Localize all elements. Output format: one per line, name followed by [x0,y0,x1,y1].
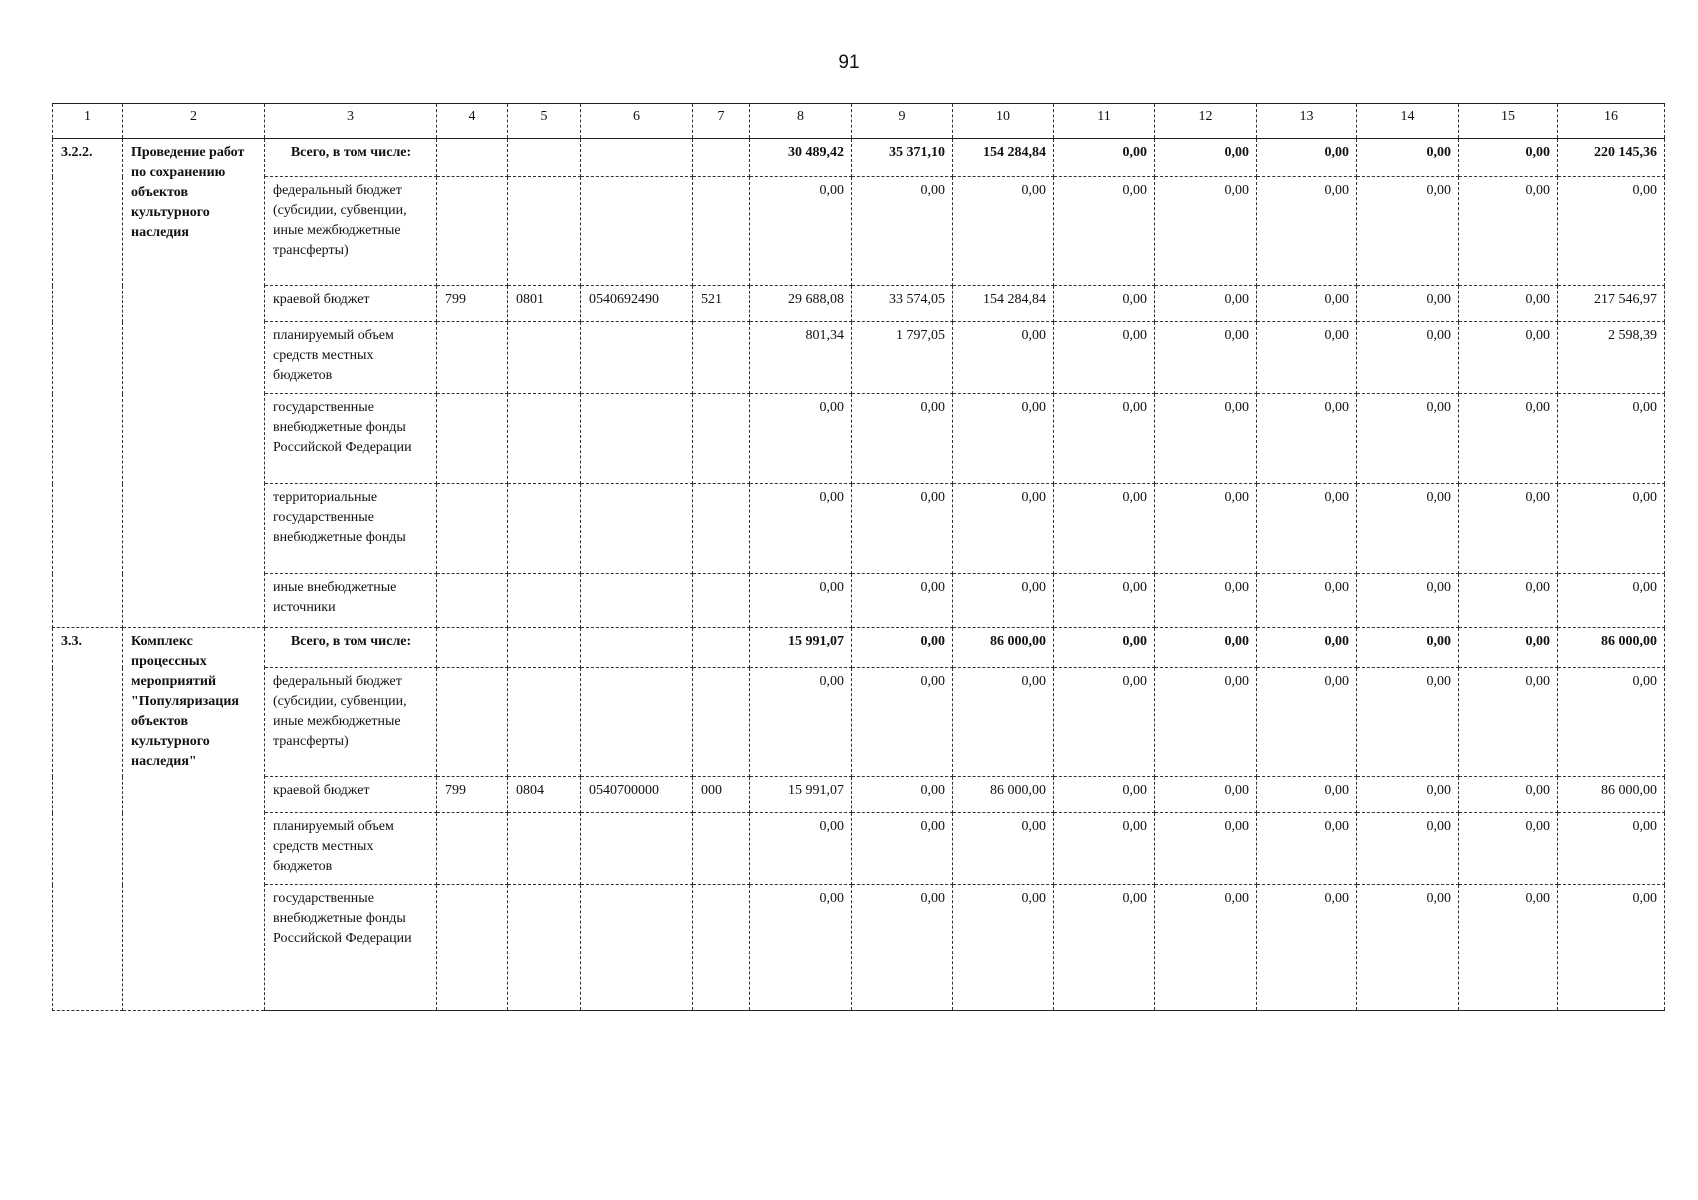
amount-cell: 0,00 [1459,139,1558,177]
amount-cell: 0,00 [1558,885,1665,1011]
table-row [53,177,1665,286]
amount-cell: 0,00 [750,574,852,628]
funding-source: территориальные государственные внебюджетные фонды [265,484,437,574]
amount-cell: 0,00 [1558,668,1665,777]
amount-cell: 0,00 [750,668,852,777]
budget-code-cell [581,628,693,668]
funding-source: краевой бюджет [265,286,437,322]
amount-cell: 0,00 [1357,177,1459,286]
amount-cell: 0,00 [1155,484,1257,574]
table-row [53,322,1665,394]
amount-cell: 0,00 [1155,286,1257,322]
column-number: 5 [508,104,581,139]
budget-code-cell [508,813,581,885]
column-number: 1 [53,104,123,139]
amount-cell: 0,00 [1155,813,1257,885]
total-row [53,139,1665,177]
column-number: 15 [1459,104,1558,139]
column-number: 14 [1357,104,1459,139]
budget-code-cell: 0801 [508,286,581,322]
amount-cell: 0,00 [1054,484,1155,574]
amount-cell: 0,00 [953,484,1054,574]
amount-cell: 0,00 [1257,394,1357,484]
amount-cell: 0,00 [1357,574,1459,628]
amount-cell: 30 489,42 [750,139,852,177]
table-row [53,394,1665,484]
budget-code-cell [508,885,581,1011]
budget-code-cell [437,139,508,177]
budget-code-cell: 0540692490 [581,286,693,322]
column-number: 7 [693,104,750,139]
amount-cell: 0,00 [1459,628,1558,668]
budget-code-cell [693,322,750,394]
amount-cell: 0,00 [1357,668,1459,777]
amount-cell: 86 000,00 [1558,777,1665,813]
column-number: 2 [123,104,265,139]
amount-cell: 0,00 [1054,177,1155,286]
amount-cell: 0,00 [750,885,852,1011]
amount-cell: 0,00 [1155,777,1257,813]
item-code: 3.3. [53,628,123,1011]
column-number: 10 [953,104,1054,139]
amount-cell: 0,00 [1257,484,1357,574]
amount-cell: 86 000,00 [1558,628,1665,668]
amount-cell: 0,00 [953,885,1054,1011]
amount-cell: 0,00 [1558,484,1665,574]
amount-cell: 0,00 [1257,177,1357,286]
item-name: Комплекс процессных мероприятий "Популяризация объектов культурного наследия" [123,628,265,1011]
amount-cell: 0,00 [1357,777,1459,813]
amount-cell: 0,00 [1459,286,1558,322]
amount-cell: 0,00 [1054,777,1155,813]
amount-cell: 0,00 [1459,322,1558,394]
table-body [53,139,1665,1011]
amount-cell: 0,00 [1558,813,1665,885]
amount-cell: 0,00 [852,777,953,813]
amount-cell: 0,00 [852,628,953,668]
budget-code-cell [693,484,750,574]
amount-cell: 0,00 [1257,139,1357,177]
column-number-row [53,104,1665,139]
amount-cell: 0,00 [1257,322,1357,394]
budget-code-cell [508,394,581,484]
amount-cell: 0,00 [1558,574,1665,628]
column-number: 13 [1257,104,1357,139]
amount-cell: 0,00 [1459,177,1558,286]
amount-cell: 0,00 [1459,777,1558,813]
table-row [53,813,1665,885]
amount-cell: 0,00 [1257,574,1357,628]
amount-cell: 0,00 [1054,885,1155,1011]
amount-cell: 0,00 [1155,322,1257,394]
amount-cell: 0,00 [852,394,953,484]
amount-cell: 0,00 [1155,668,1257,777]
column-number: 4 [437,104,508,139]
budget-code-cell [693,628,750,668]
budget-code-cell [693,177,750,286]
amount-cell: 0,00 [1357,139,1459,177]
amount-cell: 0,00 [852,668,953,777]
funding-source: федеральный бюджет (субсидии, субвенции, иные межбюджетные трансферты) [265,668,437,777]
budget-code-cell [581,574,693,628]
column-number: 3 [265,104,437,139]
budget-code-cell [508,177,581,286]
amount-cell: 220 145,36 [1558,139,1665,177]
budget-code-cell [437,177,508,286]
amount-cell: 0,00 [1357,394,1459,484]
amount-cell: 2 598,39 [1558,322,1665,394]
amount-cell: 0,00 [1155,394,1257,484]
table-row [53,574,1665,628]
budget-code-cell [693,394,750,484]
amount-cell: 0,00 [1459,813,1558,885]
amount-cell: 0,00 [953,177,1054,286]
budget-code-cell [437,885,508,1011]
amount-cell: 0,00 [1459,394,1558,484]
budget-code-cell: 799 [437,286,508,322]
amount-cell: 0,00 [1357,322,1459,394]
table-row [53,885,1665,1011]
amount-cell: 0,00 [1155,628,1257,668]
amount-cell: 0,00 [1054,394,1155,484]
budget-code-cell [581,668,693,777]
amount-cell: 86 000,00 [953,628,1054,668]
funding-source: государственные внебюджетные фонды Российской Федерации [265,885,437,1011]
amount-cell: 0,00 [1257,668,1357,777]
amount-cell: 0,00 [1054,286,1155,322]
budget-code-cell: 0540700000 [581,777,693,813]
column-number: 12 [1155,104,1257,139]
budget-code-cell [437,813,508,885]
amount-cell: 0,00 [1459,484,1558,574]
amount-cell: 801,34 [750,322,852,394]
amount-cell: 0,00 [1155,177,1257,286]
table-row [53,286,1665,322]
amount-cell: 0,00 [1459,668,1558,777]
budget-code-cell [437,322,508,394]
amount-cell: 0,00 [852,813,953,885]
budget-code-cell: 799 [437,777,508,813]
budget-code-cell [581,484,693,574]
budget-code-cell [693,139,750,177]
budget-code-cell [508,668,581,777]
item-name: Проведение работ по сохранению объектов культурного наследия [123,139,265,628]
budget-code-cell [508,574,581,628]
amount-cell: 154 284,84 [953,139,1054,177]
budget-code-cell [581,177,693,286]
amount-cell: 0,00 [1155,139,1257,177]
budget-code-cell: 0804 [508,777,581,813]
budget-code-cell [437,668,508,777]
amount-cell: 0,00 [953,813,1054,885]
table-row [53,777,1665,813]
column-number: 11 [1054,104,1155,139]
amount-cell: 0,00 [1357,885,1459,1011]
amount-cell: 0,00 [1357,813,1459,885]
amount-cell: 15 991,07 [750,628,852,668]
budget-code-cell [437,484,508,574]
amount-cell: 0,00 [1155,885,1257,1011]
amount-cell: 1 797,05 [852,322,953,394]
amount-cell: 33 574,05 [852,286,953,322]
budget-code-cell [508,139,581,177]
amount-cell: 0,00 [852,177,953,286]
amount-cell: 86 000,00 [953,777,1054,813]
budget-code-cell [693,813,750,885]
budget-code-cell [581,394,693,484]
amount-cell: 0,00 [1558,177,1665,286]
funding-source: планируемый объем средств местных бюджетов [265,813,437,885]
column-number: 8 [750,104,852,139]
amount-cell: 0,00 [1257,286,1357,322]
amount-cell: 0,00 [1357,484,1459,574]
amount-cell: 0,00 [953,322,1054,394]
amount-cell: 0,00 [1357,286,1459,322]
amount-cell: 0,00 [1054,628,1155,668]
amount-cell: 0,00 [750,813,852,885]
item-code: 3.2.2. [53,139,123,628]
amount-cell: 0,00 [750,484,852,574]
amount-cell: 0,00 [953,574,1054,628]
funding-source: Всего, в том числе: [265,139,437,177]
amount-cell: 0,00 [852,484,953,574]
amount-cell: 0,00 [1459,574,1558,628]
budget-code-cell [693,668,750,777]
amount-cell: 0,00 [852,574,953,628]
amount-cell: 15 991,07 [750,777,852,813]
amount-cell: 0,00 [852,885,953,1011]
amount-cell: 0,00 [1257,628,1357,668]
funding-source: государственные внебюджетные фонды Российской Федерации [265,394,437,484]
amount-cell: 35 371,10 [852,139,953,177]
amount-cell: 0,00 [1054,668,1155,777]
budget-code-cell [581,813,693,885]
funding-source: планируемый объем средств местных бюджетов [265,322,437,394]
amount-cell: 0,00 [1558,394,1665,484]
budget-code-cell: 521 [693,286,750,322]
amount-cell: 217 546,97 [1558,286,1665,322]
budget-code-cell [581,885,693,1011]
amount-cell: 0,00 [1257,777,1357,813]
amount-cell: 0,00 [1054,322,1155,394]
budget-code-cell [508,484,581,574]
amount-cell: 0,00 [1459,885,1558,1011]
column-number: 6 [581,104,693,139]
amount-cell: 0,00 [1054,139,1155,177]
budget-code-cell [508,628,581,668]
amount-cell: 0,00 [750,394,852,484]
column-number: 16 [1558,104,1665,139]
budget-code-cell [437,628,508,668]
budget-code-cell: 000 [693,777,750,813]
amount-cell: 0,00 [750,177,852,286]
budget-code-cell [693,574,750,628]
budget-code-cell [508,322,581,394]
amount-cell: 0,00 [1054,574,1155,628]
amount-cell: 0,00 [1257,885,1357,1011]
budget-table [52,103,1665,1011]
amount-cell: 0,00 [1054,813,1155,885]
page-number: 91 [838,52,860,73]
funding-source: федеральный бюджет (субсидии, субвенции, иные межбюджетные трансферты) [265,177,437,286]
amount-cell: 0,00 [1257,813,1357,885]
table-row [53,484,1665,574]
column-number: 9 [852,104,953,139]
funding-source: иные внебюджетные источники [265,574,437,628]
funding-source: краевой бюджет [265,777,437,813]
budget-code-cell [581,139,693,177]
amount-cell: 0,00 [1155,574,1257,628]
amount-cell: 154 284,84 [953,286,1054,322]
funding-source: Всего, в том числе: [265,628,437,668]
total-row [53,628,1665,668]
budget-code-cell [581,322,693,394]
amount-cell: 0,00 [1357,628,1459,668]
amount-cell: 29 688,08 [750,286,852,322]
amount-cell: 0,00 [953,668,1054,777]
amount-cell: 0,00 [953,394,1054,484]
budget-code-cell [693,885,750,1011]
budget-code-cell [437,394,508,484]
budget-code-cell [437,574,508,628]
table-row [53,668,1665,777]
